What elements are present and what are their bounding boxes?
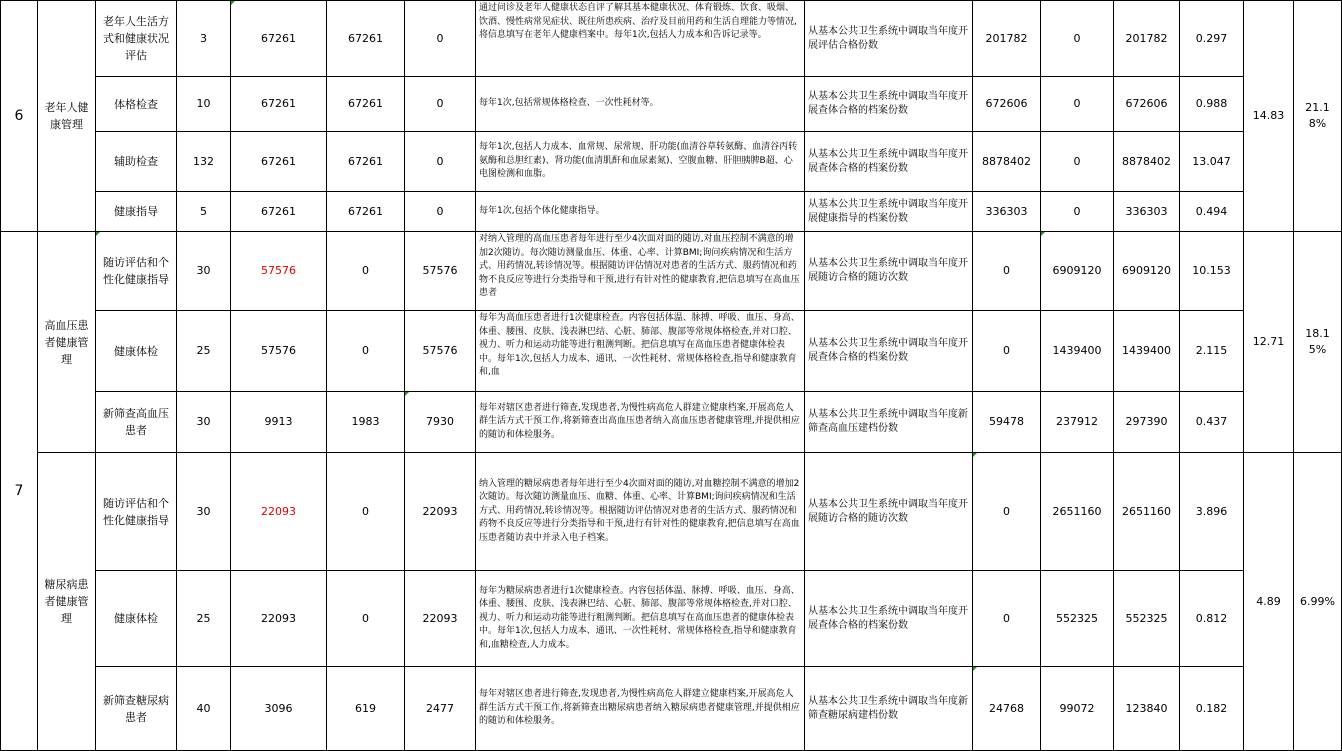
description-cell: 每年1次,包括常规体格检查、一次性耗材等。: [476, 77, 805, 132]
count-cell: 67261: [327, 192, 405, 232]
count-cell: 67261: [327, 1, 405, 77]
value-cell: 0: [973, 453, 1041, 571]
category-cell: 糖尿病患者健康管理: [38, 453, 96, 751]
count-cell: 67261: [231, 77, 327, 132]
count-cell: 57576: [405, 311, 476, 392]
count-cell: 22093: [405, 453, 476, 571]
source-cell: 从基本公共卫生系统中调取当年度新筛查高血压建档份数: [805, 392, 973, 453]
count-cell: 0: [327, 232, 405, 311]
count-cell: 3096: [231, 667, 327, 751]
count-cell: 0: [405, 1, 476, 77]
source-cell: 从基本公共卫生系统中调取当年度开展随访合格的随访次数: [805, 232, 973, 311]
value-cell: 237912: [1041, 392, 1114, 453]
description-cell: 对纳入管理的高血压患者每年进行至少4次面对面的随访,对血压控制不满意的增加2次随访。每次随访测量血压、体重、心率、计算BMI;询问疾病情况和生活方式、用药情况,转诊情况等。根据随访评估情况对患者的生活方式、服药情况和药物不良反应等进行分类指导和干预,进行有针对性的健康教育,把信息填写在高血压患者: [476, 232, 805, 311]
ratio-cell: 0.182: [1180, 667, 1244, 751]
ratio-cell: 0.297: [1180, 1, 1244, 77]
unit-cost-cell: 25: [177, 311, 231, 392]
count-cell: 57576: [231, 232, 327, 311]
rate-cell: 14.83: [1244, 1, 1294, 232]
value-cell: 6909120: [1114, 232, 1180, 311]
count-cell: 0: [327, 311, 405, 392]
rate-cell: 4.89: [1244, 453, 1294, 751]
description-cell: 每年为高血压患者进行1次健康检查。内容包括体温、脉搏、呼吸、血压、身高、体重、腰围、皮肤、浅表淋巴结、心脏、肺部、腹部等常规体格检查,并对口腔、视力、听力和运动功能等进行粗测判断。把信息填写在高血压患者健康体检表中。每年1次,包括人力成本、通讯、一次性耗材、常规体格检查,指导和健康教育和,血: [476, 311, 805, 392]
table-row: [1, 1, 1342, 77]
value-cell: 297390: [1114, 392, 1180, 453]
count-cell: 57576: [231, 311, 327, 392]
value-cell: 8878402: [1114, 132, 1180, 192]
section-number: 7: [1, 232, 38, 751]
ratio-cell: 13.047: [1180, 132, 1244, 192]
item-cell: 新筛查糖尿病患者: [96, 667, 177, 751]
value-cell: 0: [1041, 192, 1114, 232]
item-cell: 体格检查: [96, 77, 177, 132]
value-cell: 8878402: [973, 132, 1041, 192]
unit-cost-cell: 3: [177, 1, 231, 77]
count-cell: 67261: [327, 132, 405, 192]
item-cell: 健康体检: [96, 311, 177, 392]
value-cell: 201782: [1114, 1, 1180, 77]
count-cell: 0: [405, 192, 476, 232]
percent-cell: 6.99%: [1294, 453, 1342, 751]
unit-cost-cell: 30: [177, 232, 231, 311]
count-cell: 67261: [327, 77, 405, 132]
value-cell: 672606: [973, 77, 1041, 132]
ratio-cell: 0.437: [1180, 392, 1244, 453]
ratio-cell: 10.153: [1180, 232, 1244, 311]
item-cell: 健康体检: [96, 571, 177, 667]
value-cell: 6909120: [1041, 232, 1114, 311]
source-cell: 从基本公共卫生系统中调取当年度新筛查糖尿病建档份数: [805, 667, 973, 751]
unit-cost-cell: 30: [177, 453, 231, 571]
count-cell: 9913: [231, 392, 327, 453]
table-row: [1, 667, 1342, 751]
count-cell: 0: [405, 132, 476, 192]
value-cell: 123840: [1114, 667, 1180, 751]
ratio-cell: 3.896: [1180, 453, 1244, 571]
unit-cost-cell: 25: [177, 571, 231, 667]
table-row: [1, 232, 1342, 311]
value-cell: 336303: [973, 192, 1041, 232]
item-cell: 健康指导: [96, 192, 177, 232]
percent-cell: 18.15%: [1294, 232, 1342, 453]
source-cell: 从基本公共卫生系统中调取当年度开展评估合格份数: [805, 1, 973, 77]
item-cell: 随访评估和个性化健康指导: [96, 232, 177, 311]
value-cell: 99072: [1041, 667, 1114, 751]
table-row: [1, 77, 1342, 132]
description-cell: 每年为糖尿病患者进行1次健康检查。内容包括体温、脉搏、呼吸、血压、身高、体重、腰围、皮肤、浅表淋巴结、心脏、肺部、腹部等常规体格检查,并对口腔、视力、听力和运动功能等进行粗测判断。把信息填写在高血压患者的健康体检表中。每年1次,包括人力成本、通讯、一次性耗材、常规体格检查,指导和健康教育和,血糖检查,人力成本。: [476, 571, 805, 667]
unit-cost-cell: 5: [177, 192, 231, 232]
table-row: [1, 571, 1342, 667]
value-cell: 552325: [1041, 571, 1114, 667]
value-cell: 0: [973, 311, 1041, 392]
value-cell: 1439400: [1114, 311, 1180, 392]
value-cell: 1439400: [1041, 311, 1114, 392]
value-cell: 24768: [973, 667, 1041, 751]
count-cell: 67261: [231, 132, 327, 192]
count-cell: 619: [327, 667, 405, 751]
table-row: [1, 311, 1342, 392]
description-cell: 每年对辖区患者进行筛查,发现患者,为慢性病高危人群建立健康档案,开展高危人群生活方式干预工作,将新筛查出糖尿病患者纳入糖尿病患者健康管理,并提供相应的随访和体检服务。: [476, 667, 805, 751]
unit-cost-cell: 30: [177, 392, 231, 453]
table-row: [1, 453, 1342, 571]
table-row: [1, 392, 1342, 453]
description-cell: 纳入管理的糖尿病患者每年进行至少4次面对面的随访,对血糖控制不满意的增加2次随访。每次随访测量血压、血糖、体重、心率、计算BMI;询问疾病情况和生活方式、用药情况,转诊情况等。根据随访评估情况对患者的生活方式、服药情况和药物不良反应等进行分类指导和干预,进行有针对性的健康教育,把信息填写在高血压患者随访表中并录入电子档案。: [476, 453, 805, 571]
source-cell: 从基本公共卫生系统中调取当年度开展查体合格的档案份数: [805, 132, 973, 192]
value-cell: 2651160: [1041, 453, 1114, 571]
count-cell: 7930: [405, 392, 476, 453]
description-cell: 每年对辖区患者进行筛查,发现患者,为慢性病高危人群建立健康档案,开展高危人群生活方式干预工作,将新筛查出高血压患者纳入高血压患者健康管理,并提供相应的随访和体检服务。: [476, 392, 805, 453]
value-cell: 201782: [973, 1, 1041, 77]
count-cell: 0: [405, 77, 476, 132]
ratio-cell: 0.812: [1180, 571, 1244, 667]
item-cell: 辅助检查: [96, 132, 177, 192]
source-cell: 从基本公共卫生系统中调取当年度开展健康指导的档案份数: [805, 192, 973, 232]
count-cell: 0: [327, 453, 405, 571]
count-cell: 67261: [231, 1, 327, 77]
value-cell: 0: [1041, 77, 1114, 132]
item-cell: 老年人生活方式和健康状况评估: [96, 1, 177, 77]
description-cell: 每年1次,包括个体化健康指导。: [476, 192, 805, 232]
unit-cost-cell: 40: [177, 667, 231, 751]
value-cell: 2651160: [1114, 453, 1180, 571]
ratio-cell: 0.494: [1180, 192, 1244, 232]
value-cell: 59478: [973, 392, 1041, 453]
description-cell: 通过问诊及老年人健康状态自评了解其基本健康状况、体育锻炼、饮食、吸烟、饮酒、慢性病常见症状、既往所患疾病、治疗及目前用药和生活自理能力等情况,将信息填写在老年人健康档案中。每年1次,包括人力成本和告诉记录等。: [476, 1, 805, 77]
value-cell: 552325: [1114, 571, 1180, 667]
item-cell: 随访评估和个性化健康指导: [96, 453, 177, 571]
count-cell: 1983: [327, 392, 405, 453]
table-row: [1, 132, 1342, 192]
count-cell: 22093: [405, 571, 476, 667]
value-cell: 0: [973, 232, 1041, 311]
description-cell: 每年1次,包括人力成本、血常规、尿常规、肝功能(血清谷草转氨酶、血清谷丙转氨酶和总胆红素)、肾功能(血清肌酐和血尿素氮)、空腹血糖、肝胆胰脾B超、心电图检测和血脂。: [476, 132, 805, 192]
section-number: 6: [1, 1, 38, 232]
value-cell: 0: [1041, 1, 1114, 77]
source-cell: 从基本公共卫生系统中调取当年度开展查体合格的档案份数: [805, 77, 973, 132]
count-cell: 2477: [405, 667, 476, 751]
count-cell: 0: [327, 571, 405, 667]
unit-cost-cell: 10: [177, 77, 231, 132]
rate-cell: 12.71: [1244, 232, 1294, 453]
value-cell: 336303: [1114, 192, 1180, 232]
ratio-cell: 0.988: [1180, 77, 1244, 132]
item-cell: 新筛查高血压患者: [96, 392, 177, 453]
table-row: [1, 192, 1342, 232]
count-cell: 22093: [231, 453, 327, 571]
value-cell: 672606: [1114, 77, 1180, 132]
count-cell: 67261: [231, 192, 327, 232]
count-cell: 22093: [231, 571, 327, 667]
value-cell: 0: [1041, 132, 1114, 192]
percent-cell: 21.18%: [1294, 1, 1342, 232]
source-cell: 从基本公共卫生系统中调取当年度开展查体合格的档案份数: [805, 571, 973, 667]
count-cell: 57576: [405, 232, 476, 311]
ratio-cell: 2.115: [1180, 311, 1244, 392]
category-cell: 高血压患者健康管理: [38, 232, 96, 453]
value-cell: 0: [973, 571, 1041, 667]
category-cell: 老年人健康管理: [38, 1, 96, 232]
source-cell: 从基本公共卫生系统中调取当年度开展随访合格的随访次数: [805, 453, 973, 571]
unit-cost-cell: 132: [177, 132, 231, 192]
source-cell: 从基本公共卫生系统中调取当年度开展查体合格的档案份数: [805, 311, 973, 392]
